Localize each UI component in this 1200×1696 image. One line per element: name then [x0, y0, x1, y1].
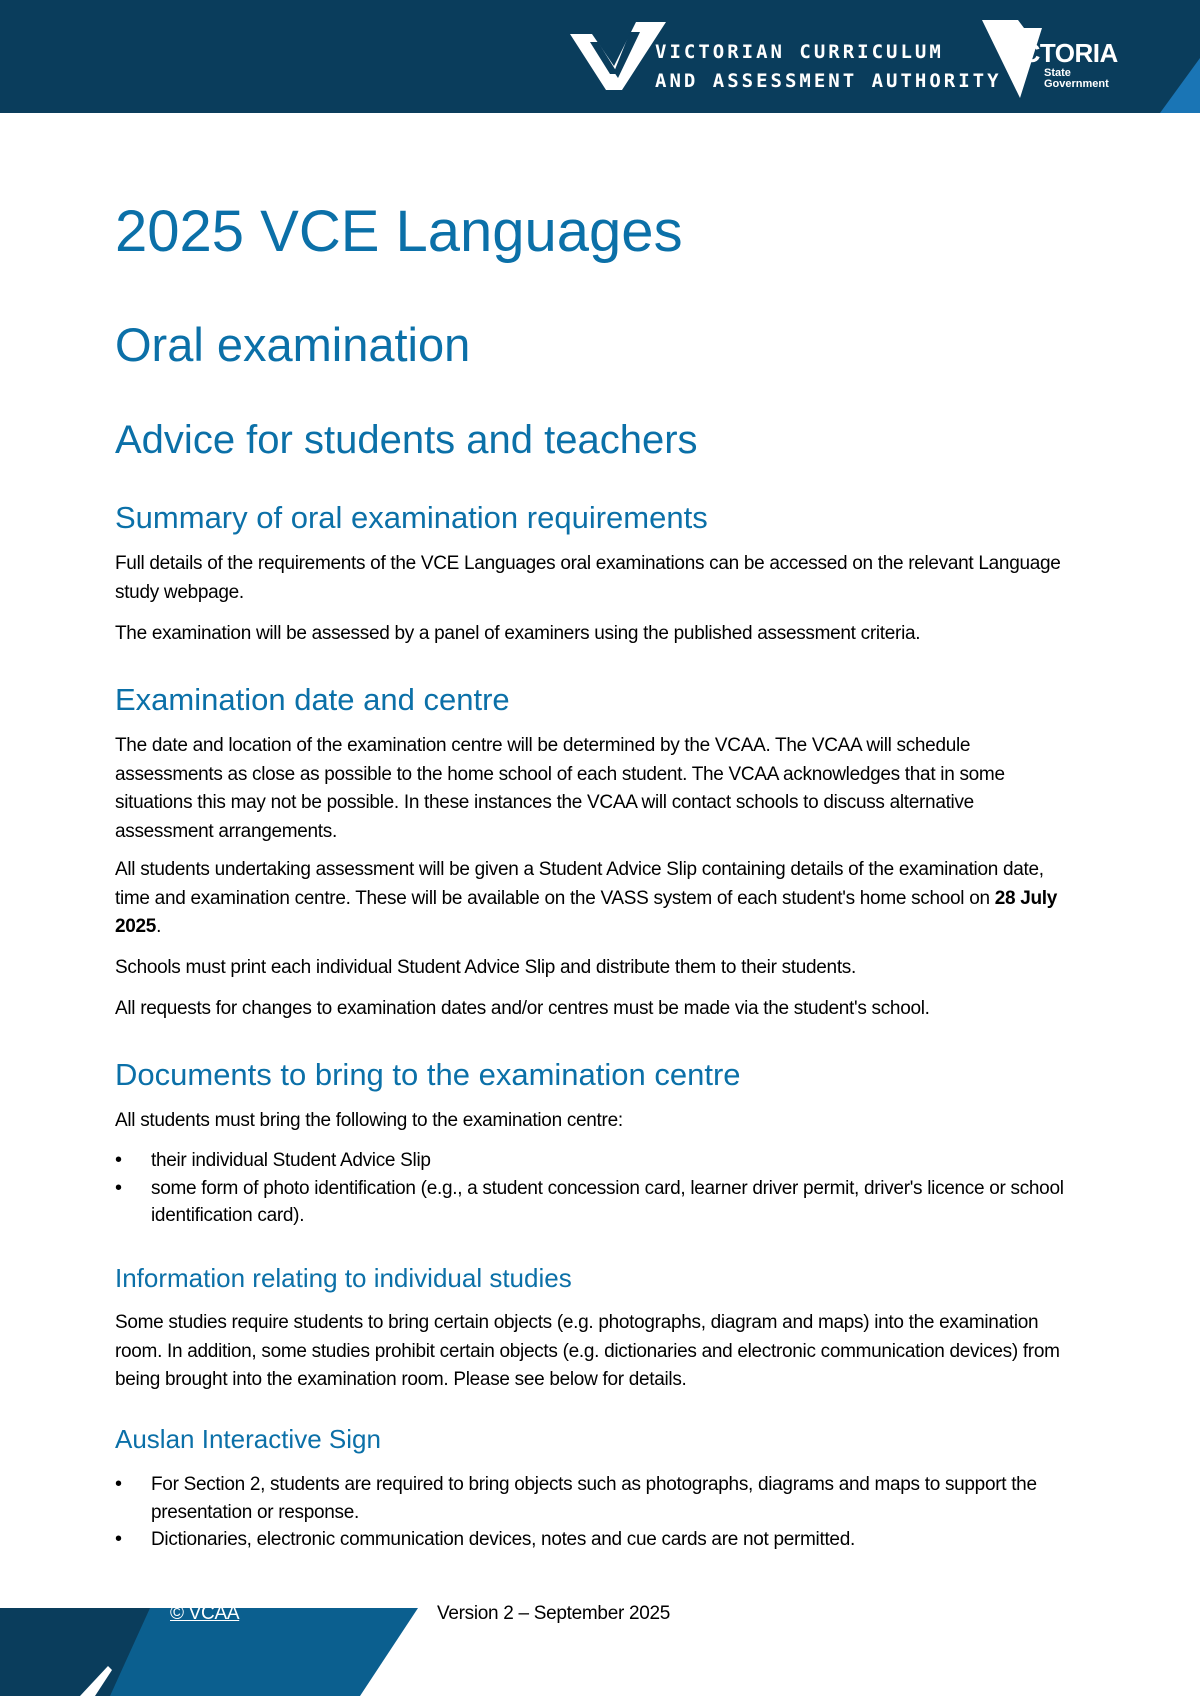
advice-slip-text: All students undertaking assessment will be given a Student Advice Slip containing details of the examination date, time and examination centre. These will be available on the VASS system of each student's home school on [115, 859, 1044, 909]
vcaa-wordmark [655, 38, 1002, 96]
summary-paragraph-1: Full details of the requirements of the VCE Languages oral examinations can be accessed on the relevant Language study webpage. [115, 553, 1061, 603]
version-label: Version 2 – September 2025 [437, 1603, 671, 1624]
victoria-government-logo [980, 18, 1130, 100]
date-centre-paragraph-4: All requests for changes to examination dates and/or centres must be made via the student's school. [115, 998, 930, 1019]
auslan-list [115, 1471, 1075, 1554]
header-banner [0, 0, 1200, 113]
date-centre-heading: Examination date and centre [115, 682, 510, 717]
government-label: Government [1044, 78, 1109, 90]
date-centre-paragraph-1: The date and location of the examination centre will be determined by the VCAA. The VCAA will schedule assessments as close as possible to the home school of each student. The VCAA acknowledges that in some situations this may not be possible. In these instances the VCAA will contact schools to discuss alternative assessment arrangements. [115, 735, 1005, 842]
page-title: 2025 VCE Languages [115, 199, 683, 264]
release-date: 28 July 2025 [115, 887, 1058, 937]
summary-paragraph-2: The examination will be assessed by a panel of examiners using the published assessment criteria. [115, 623, 921, 644]
vcaa-line-2: AND ASSESSMENT AUTHORITY [655, 70, 1002, 92]
documents-intro: All students must bring the following to the examination centre: [115, 1110, 623, 1131]
state-label: State [1044, 67, 1071, 79]
summary-heading: Summary of oral examination requirements [115, 500, 708, 535]
list-item: • some form of photo identification (e.g., a student concession card, learner driver permit, driver's licence or school identification card). [115, 1175, 1075, 1230]
advice-slip-end: . [156, 916, 162, 937]
victoria-wordmark: VICTORIA [998, 38, 1118, 68]
list-item: • their individual Student Advice Slip [115, 1147, 1075, 1175]
date-centre-paragraph-2 [115, 856, 1075, 942]
individual-studies-paragraph: Some studies require students to bring certain objects (e.g. photographs, diagram and maps) into the examination room. In addition, some studies prohibit certain objects (e.g. dictionaries and electronic communication devices) from being brought into the examination room. Please see below for details. [115, 1312, 1060, 1390]
individual-studies-heading: Information relating to individual studies [115, 1263, 572, 1293]
documents-heading: Documents to bring to the examination centre [115, 1057, 741, 1092]
state-government-label [1044, 68, 1109, 90]
list-item: • Dictionaries, electronic communication devices, notes and cue cards are not permitted. [115, 1526, 1075, 1554]
vcaa-line-1: VICTORIAN CURRICULUM [655, 41, 944, 63]
documents-list [115, 1147, 1075, 1230]
auslan-heading: Auslan Interactive Sign [115, 1424, 381, 1454]
date-centre-paragraph-3: Schools must print each individual Student Advice Slip and distribute them to their students. [115, 957, 856, 978]
list-item: • For Section 2, students are required to bring objects such as photographs, diagrams and maps to support the presentation or response. [115, 1471, 1075, 1526]
page-subtitle: Oral examination [115, 318, 471, 371]
copyright-link[interactable]: © VCAA [170, 1603, 240, 1624]
page-heading: Advice for students and teachers [115, 418, 698, 462]
header-accent-shape [1160, 0, 1200, 113]
